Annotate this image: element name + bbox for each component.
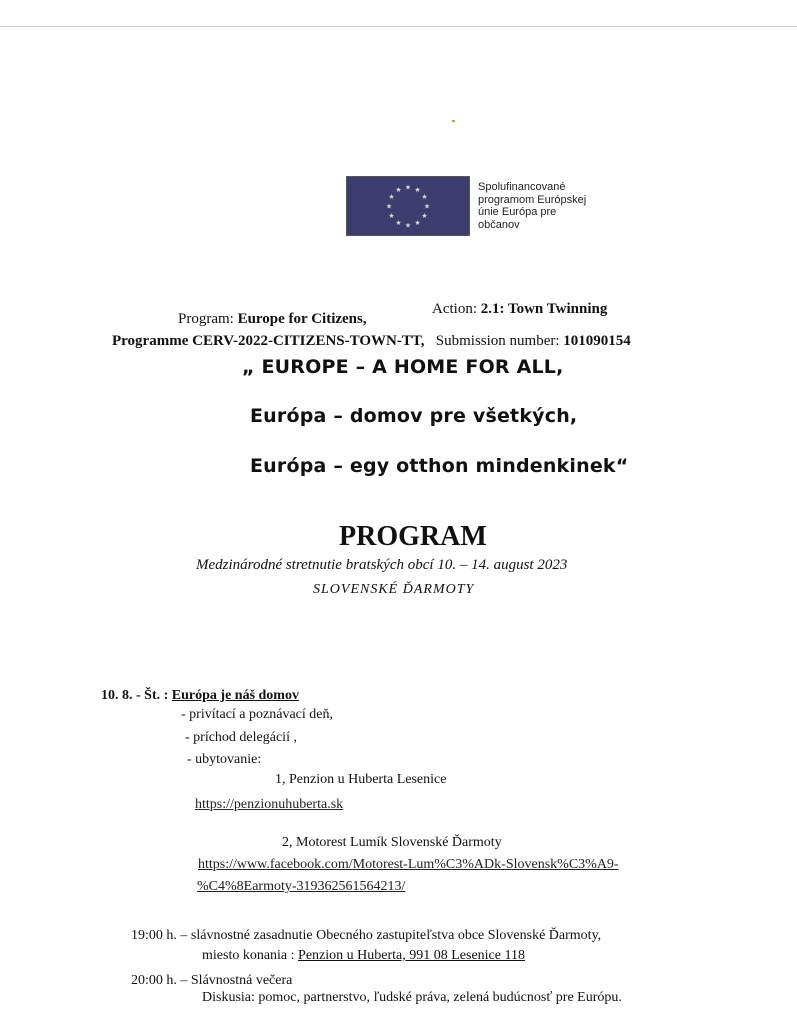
eu-star-icon: ★ — [423, 202, 431, 211]
eu-caption-line: Spolufinancované — [478, 181, 566, 193]
eu-stars-icon — [347, 177, 469, 235]
eu-star-icon: ★ — [404, 183, 412, 192]
meeting-subheading: Medzinárodné stretnutie bratských obcí 10. – 14. august 2023 — [196, 557, 568, 573]
eu-star-icon: ★ — [414, 186, 421, 194]
lodging1-link[interactable]: https://penzionuhuberta.sk — [195, 797, 344, 812]
eu-star-icon: ★ — [388, 193, 395, 201]
day1-date: 10. 8. - Št. : — [101, 688, 169, 703]
eu-star-icon: ★ — [395, 186, 402, 194]
day1-theme: Európa je náš domov — [171, 688, 299, 703]
event1-venue-label: miesto konania : — [202, 948, 295, 963]
program-line — [178, 311, 367, 328]
programme-line — [112, 333, 631, 350]
event2-time: 20:00 h. – — [131, 973, 188, 988]
program-label: Program: — [178, 311, 234, 327]
eu-star-icon: ★ — [395, 219, 402, 227]
program-value: Europe for Citizens, — [237, 311, 367, 327]
eu-caption-line: programom Európskej — [478, 193, 587, 206]
lodging2-link-line2[interactable]: %C4%8Earmoty-319362561564213/ — [197, 879, 406, 894]
programme-code: Programme CERV-2022-CITIZENS-TOWN-TT, — [112, 333, 425, 349]
title-slovak: Európa – domov pre všetkých, — [250, 405, 578, 427]
eu-star-icon: ★ — [421, 212, 428, 220]
day1-header — [101, 688, 299, 704]
title-hungarian: Európa – egy otthon mindenkinek“ — [250, 455, 629, 477]
place-name: SLOVENSKÉ ĎARMOTY — [313, 582, 475, 597]
event2-line — [131, 973, 292, 989]
eu-star-icon: ★ — [385, 202, 393, 211]
action-label: Action: — [432, 301, 477, 317]
list-item: - ubytovanie: — [187, 752, 262, 767]
program-heading: PROGRAM — [339, 521, 487, 552]
lodging1-name: 1, Penzion u Huberta Lesenice — [275, 772, 447, 787]
submission-label: Submission number: — [435, 333, 560, 349]
action-line — [432, 301, 607, 318]
lodging2-name: 2, Motorest Lumík Slovenské Ďarmoty — [282, 835, 502, 850]
action-value: 2.1: Town Twinning — [480, 301, 608, 317]
eu-star-icon: ★ — [404, 221, 412, 230]
eu-star-icon: ★ — [388, 212, 395, 220]
scan-speck — [452, 120, 455, 122]
event1-line — [131, 928, 601, 944]
eu-cofinance-caption — [478, 181, 586, 231]
list-item: - príchod delegácií , — [185, 730, 297, 745]
event2-text: Slávnostná večera — [190, 973, 293, 988]
eu-star-icon: ★ — [414, 219, 421, 227]
eu-flag-logo — [346, 176, 470, 236]
event1-text: slávnostné zasadnutie Obecného zastupiteľstva obce Slovenské Ďarmoty, — [190, 928, 602, 943]
submission-value: 101090154 — [563, 333, 631, 349]
page-top-border — [0, 26, 797, 27]
lodging2-link-line1[interactable]: https://www.facebook.com/Motorest-Lum%C3%ADk-Slovensk%C3%A9- — [198, 857, 619, 872]
eu-star-icon: ★ — [421, 193, 428, 201]
list-item: - privítací a poznávací deň, — [181, 707, 333, 722]
title-english: „ EUROPE – A HOME FOR ALL, — [242, 356, 564, 378]
eu-caption-line: občanov — [478, 218, 520, 231]
eu-caption-line: únie Európa pre — [478, 206, 557, 218]
event1-time: 19:00 h. – — [131, 928, 188, 943]
event2-discussion: Diskusia: pomoc, partnerstvo, ľudské práva, zelená budúcnosť pre Európu. — [202, 990, 622, 1005]
event1-venue-line — [202, 948, 525, 964]
event1-venue: Penzion u Huberta, 991 08 Lesenice 118 — [298, 948, 525, 963]
